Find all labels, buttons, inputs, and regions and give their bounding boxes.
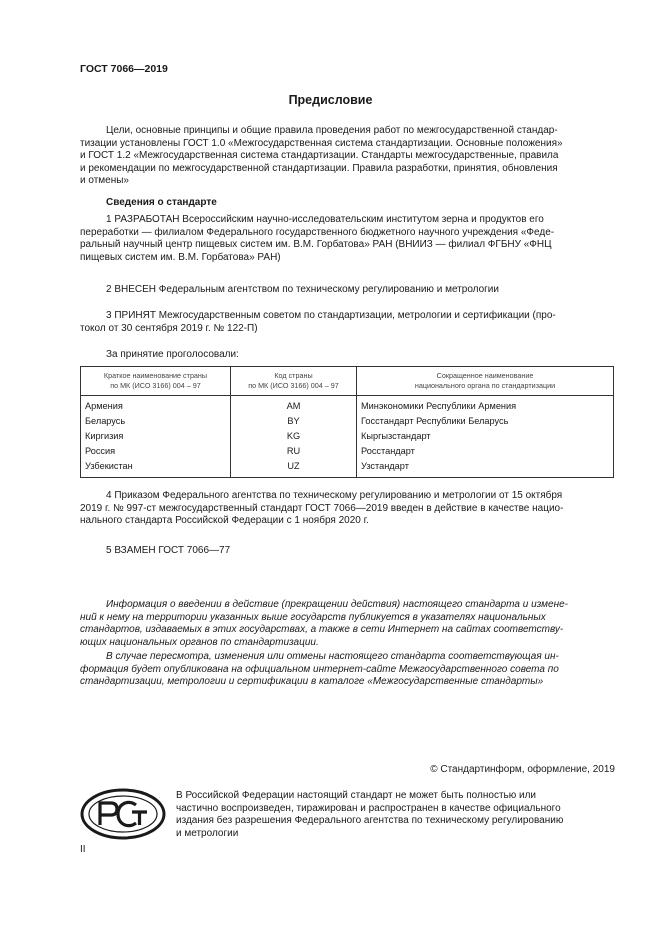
item-4-line: 2019 г. № 997-ст межгосударственный стандарт ГОСТ 7066—2019 введен в действие в качестве нацио- <box>80 502 564 514</box>
rst-certification-logo-icon <box>80 788 166 840</box>
code-cell: UZ <box>231 459 357 478</box>
code-cell: RU <box>231 444 357 459</box>
table-row <box>81 396 614 415</box>
item-3-line: токол от 30 сентября 2019 г. № 122-П) <box>80 322 258 334</box>
header-standards-body: Сокращенное наименование национального органа по стандартизации <box>357 367 614 396</box>
table-header-row <box>81 367 614 396</box>
voted-label: За принятие проголосовали: <box>106 349 239 360</box>
item-4-line: 4 Приказом Федерального агентства по техническому регулированию и метрологии от 15 октября <box>106 490 563 501</box>
info-2-line: формация будет опубликована на официальном интернет-сайте Межгосударственного совета по <box>80 663 559 675</box>
item-1-line: ральный научный центр пищевых систем им. В.М. Горбатова» РАН (ВНИИЗ — филиал ФГБНУ «ФНЦ <box>80 239 552 251</box>
table-row <box>81 429 614 444</box>
notice-line: частично воспроизведен, тиражирован и распространен в качестве официального <box>176 802 561 814</box>
notice-line: и метрологии <box>176 827 239 839</box>
intro-line: Цели, основные принципы и общие правила проведения работ по межгосударственной стандар- <box>106 125 558 136</box>
copyright-notice: © Стандартинформ, оформление, 2019 <box>430 764 615 775</box>
intro-line: и рекомендации по межгосударственной стандартизации. Правила разработки, принятия, обновления <box>80 162 558 174</box>
code-cell: KG <box>231 429 357 444</box>
country-cell: Армения <box>81 396 231 415</box>
body-cell: Минэкономики Республики Армения <box>357 396 614 415</box>
item-4-paragraph <box>80 490 614 528</box>
body-cell: Кыргызстандарт <box>357 429 614 444</box>
voting-table <box>80 366 614 478</box>
table-row <box>81 444 614 459</box>
page-title: Предисловие <box>288 93 373 107</box>
body-cell: Госстандарт Республики Беларусь <box>357 414 614 429</box>
notice-line: издания без разрешения Федерального агентства по техническому регулированию <box>176 815 564 827</box>
item-3-paragraph <box>80 310 614 335</box>
country-cell: Киргизия <box>81 429 231 444</box>
intro-line: и ГОСТ 1.2 «Межгосударственная система стандартизации. Стандарты межгосударственные, правила <box>80 150 559 162</box>
info-1-line: Информация о введении в действие (прекращении действия) настоящего стандарта и измене- <box>106 599 568 610</box>
item-2-paragraph: 2 ВНЕСЕН Федеральным агентством по техническому регулированию и метрологии <box>106 284 499 295</box>
item-1-line: пищевых систем им. В.М. Горбатова» РАН) <box>80 251 281 263</box>
info-2-line: В случае пересмотра, изменения или отмены настоящего стандарта соответствующая ин- <box>106 651 559 662</box>
info-1-line: ний к нему на территории указанных выше государств публикуется в указателях национальных <box>80 611 546 623</box>
info-paragraph-1 <box>80 599 614 649</box>
item-5-paragraph: 5 ВЗАМЕН ГОСТ 7066—77 <box>106 545 231 556</box>
code-cell: AM <box>231 396 357 415</box>
item-4-line: нального стандарта Российской Федерации с 1 ноября 2020 г. <box>80 515 369 527</box>
item-1-line: переработки — филиалом Федерального государственного бюджетного научного учреждения «Феде- <box>80 226 555 238</box>
section-subtitle: Сведения о стандарте <box>106 197 217 208</box>
code-cell: BY <box>231 414 357 429</box>
intro-line: тизации установлены ГОСТ 1.0 «Межгосударственная система стандартизации. Основные положения» <box>80 137 563 149</box>
body-cell: Росстандарт <box>357 444 614 459</box>
body-cell: Узстандарт <box>357 459 614 478</box>
info-paragraph-2 <box>80 651 614 689</box>
intro-line: и отмены» <box>80 175 129 187</box>
country-cell: Беларусь <box>81 414 231 429</box>
logo-graphic <box>80 788 166 840</box>
document-code: ГОСТ 7066—2019 <box>80 63 168 75</box>
info-1-line: стандартов, издаваемых в этих государствах, а также в сети Интернет на сайтах соответству- <box>80 624 564 636</box>
copyright-restriction-notice <box>176 790 614 840</box>
info-1-line: ющих национальных органов по стандартизации. <box>80 636 319 648</box>
country-cell: Россия <box>81 444 231 459</box>
notice-line: В Российской Федерации настоящий стандарт не может быть полностью или <box>176 790 537 801</box>
header-country-name: Краткое наименование страны по МК (ИСО 3166) 004 – 97 <box>81 367 231 396</box>
item-1-paragraph <box>80 214 614 264</box>
intro-paragraph <box>80 125 614 188</box>
country-cell: Узбекистан <box>81 459 231 478</box>
item-3-line: 3 ПРИНЯТ Межгосударственным советом по стандартизации, метрологии и сертификации (про- <box>106 310 556 321</box>
table-row <box>81 459 614 478</box>
table-row <box>81 414 614 429</box>
header-country-code: Код страны по МК (ИСО 3166) 004 – 97 <box>231 367 357 396</box>
page-number: II <box>80 844 86 855</box>
info-2-line: стандартизации, метрологии и сертификации в каталоге «Межгосударственные стандарты» <box>80 676 544 688</box>
item-1-line: 1 РАЗРАБОТАН Всероссийским научно-исследовательским институтом зерна и продуктов его <box>106 214 544 225</box>
